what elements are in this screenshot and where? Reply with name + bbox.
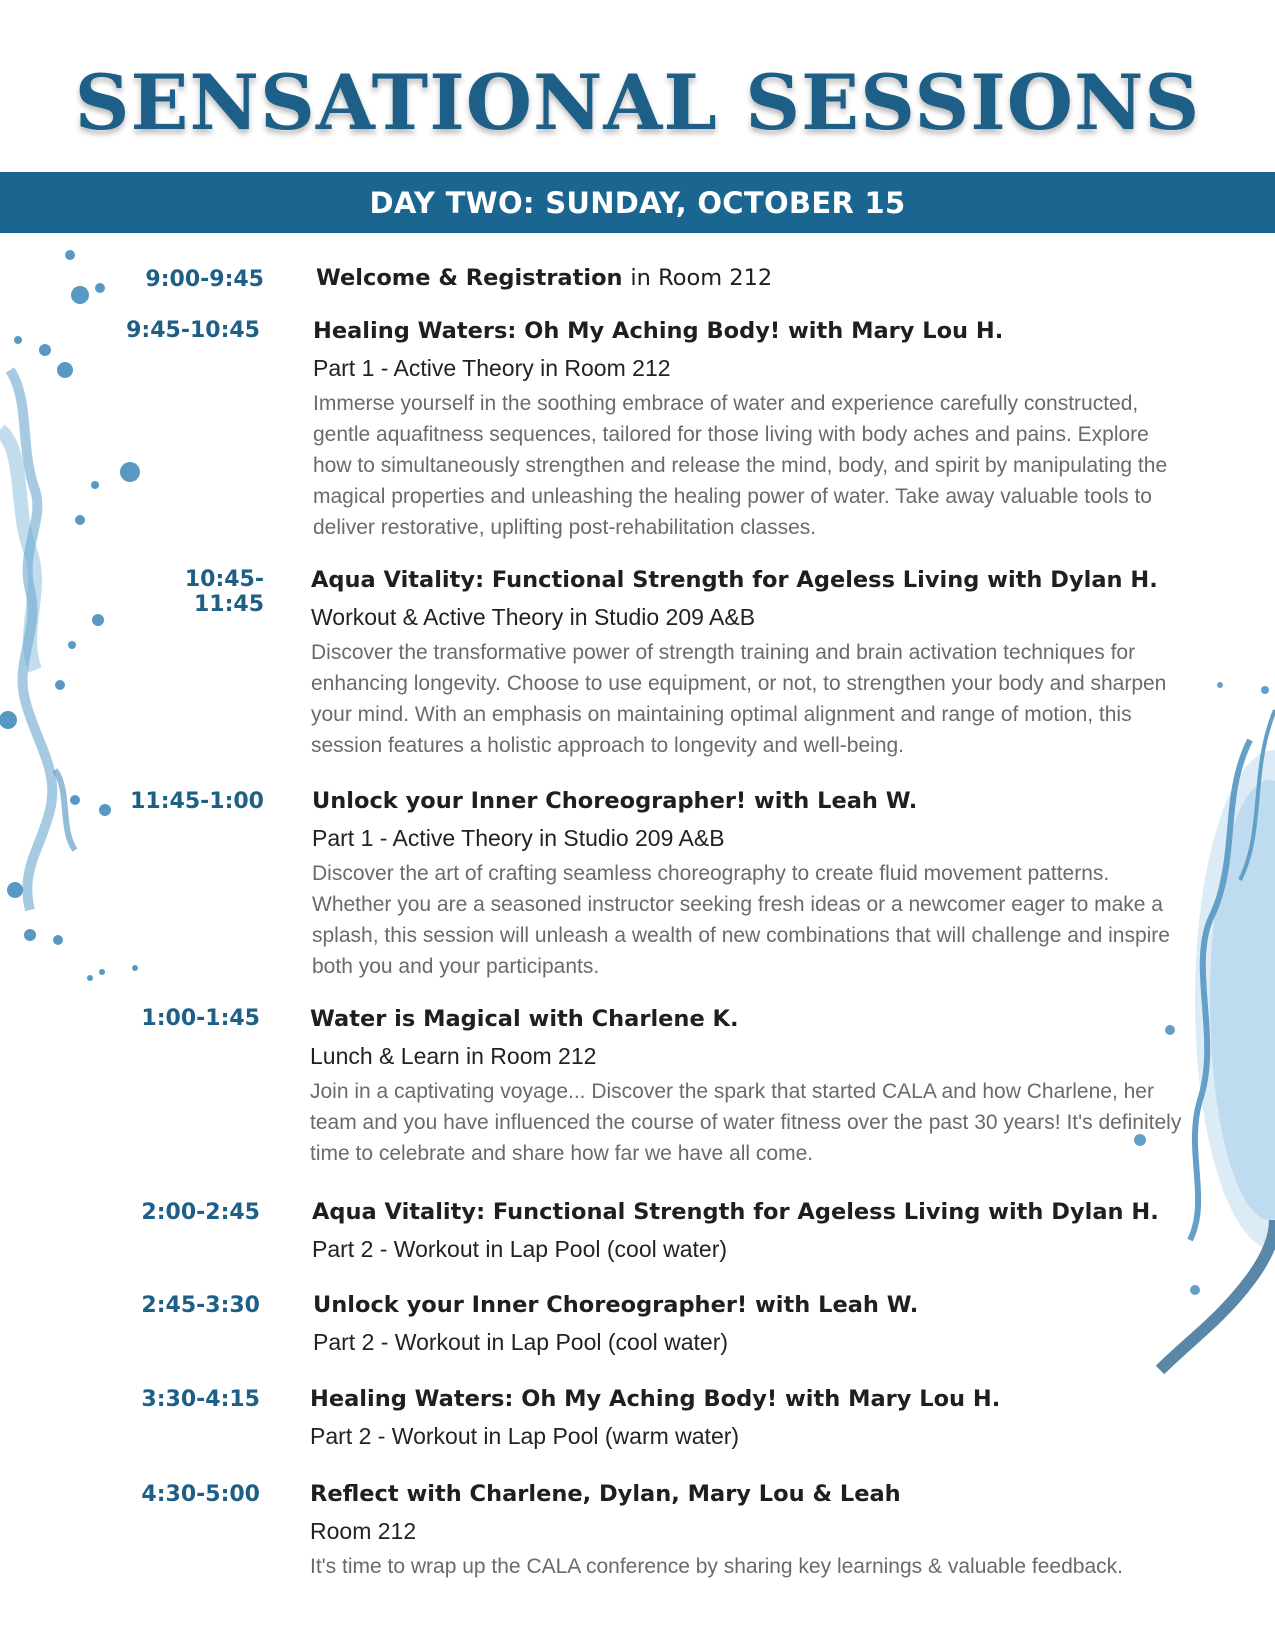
session-subtitle: Lunch & Learn in Room 212 [310, 1043, 597, 1069]
session-item [311, 565, 1211, 761]
session-time: 10:45-11:45 [184, 567, 264, 617]
session-item [313, 316, 1213, 543]
session-item [312, 1197, 1212, 1263]
session-room-inline: in Room 212 [630, 265, 773, 291]
session-item [310, 1479, 1210, 1582]
session-time: 11:45-1:00 [130, 789, 264, 814]
session-time: 4:30-5:00 [141, 1482, 260, 1507]
session-time: 2:45-3:30 [141, 1293, 260, 1318]
page-title: SENSATIONAL SESSIONS [74, 58, 1201, 147]
session-title: Healing Waters: Oh My Aching Body! with Mary Lou H. [310, 1386, 1001, 1412]
session-subtitle: Room 212 [310, 1518, 417, 1544]
session-item [313, 1290, 1213, 1356]
session-time: 2:00-2:45 [141, 1200, 260, 1225]
session-subtitle: Part 2 - Workout in Lap Pool (cool water) [313, 1329, 729, 1355]
session-title: Unlock your Inner Choreographer! with Leah W. [313, 1292, 919, 1318]
session-title: Healing Waters: Oh My Aching Body! with Mary Lou H. [313, 318, 1004, 344]
session-subtitle: Part 1 - Active Theory in Studio 209 A&B [312, 825, 725, 851]
session-subtitle: Part 1 - Active Theory in Room 212 [313, 355, 671, 381]
session-subtitle: Part 2 - Workout in Lap Pool (cool water) [312, 1236, 728, 1262]
day-banner: DAY TWO: SUNDAY, OCTOBER 15 [0, 172, 1275, 233]
session-time: 3:30-4:15 [141, 1387, 260, 1412]
session-item [316, 263, 1216, 293]
session-time: 9:00-9:45 [145, 267, 264, 292]
session-title: Reflect with Charlene, Dylan, Mary Lou & Leah [310, 1481, 901, 1507]
session-description: Discover the art of crafting seamless choreography to create fluid movement patterns. Whether you are a seasoned instructor seeking fresh ideas or a newcomer eager to make a splash, this session will unleash a wealth of new combinations that will challenge and inspire both you and your participants. [312, 862, 1170, 978]
session-description: Join in a captivating voyage... Discover the spark that started CALA and how Charlene, her team and you have influenced the course of water fitness over the past 30 years! It's definitely time to celebrate and share how far we have all come. [310, 1080, 1182, 1165]
session-description: Discover the transformative power of strength training and brain activation techniques for enhancing longevity. Choose to use equipment, or not, to strengthen your body and sharpen your mind. With an emphasis on maintaining optimal alignment and range of motion, this session features a holistic approach to longevity and well-being. [311, 641, 1167, 757]
water-splash-left-image [0, 250, 180, 1030]
session-title: Aqua Vitality: Functional Strength for Ageless Living with Dylan H. [311, 567, 1158, 593]
session-description: It's time to wrap up the CALA conference by sharing key learnings & valuable feedback. [310, 1555, 1123, 1578]
session-title: Water is Magical with Charlene K. [310, 1006, 739, 1032]
session-time: 1:00-1:45 [141, 1006, 260, 1031]
session-title [316, 263, 1216, 293]
session-item [310, 1384, 1210, 1450]
session-title: Aqua Vitality: Functional Strength for Ageless Living with Dylan H. [312, 1199, 1159, 1225]
session-subtitle: Part 2 - Workout in Lap Pool (warm water) [310, 1423, 740, 1449]
session-time: 9:45-10:45 [126, 318, 260, 343]
session-title-text: Welcome & Registration [316, 265, 623, 291]
session-description: Immerse yourself in the soothing embrace of water and experience carefully constructed, gentle aquafitness sequences, tailored for those living with body aches and pains. Explore how to simultaneously strengthen and release the mind, body, and spirit by manipulating the magical properties and unleashing the healing power of water. Take away valuable tools to deliver restorative, uplifting post-rehabilitation classes. [313, 392, 1168, 539]
session-item [310, 1004, 1210, 1169]
session-subtitle: Workout & Active Theory in Studio 209 A&B [311, 604, 756, 630]
session-title: Unlock your Inner Choreographer! with Leah W. [312, 788, 918, 814]
session-item [312, 786, 1212, 982]
